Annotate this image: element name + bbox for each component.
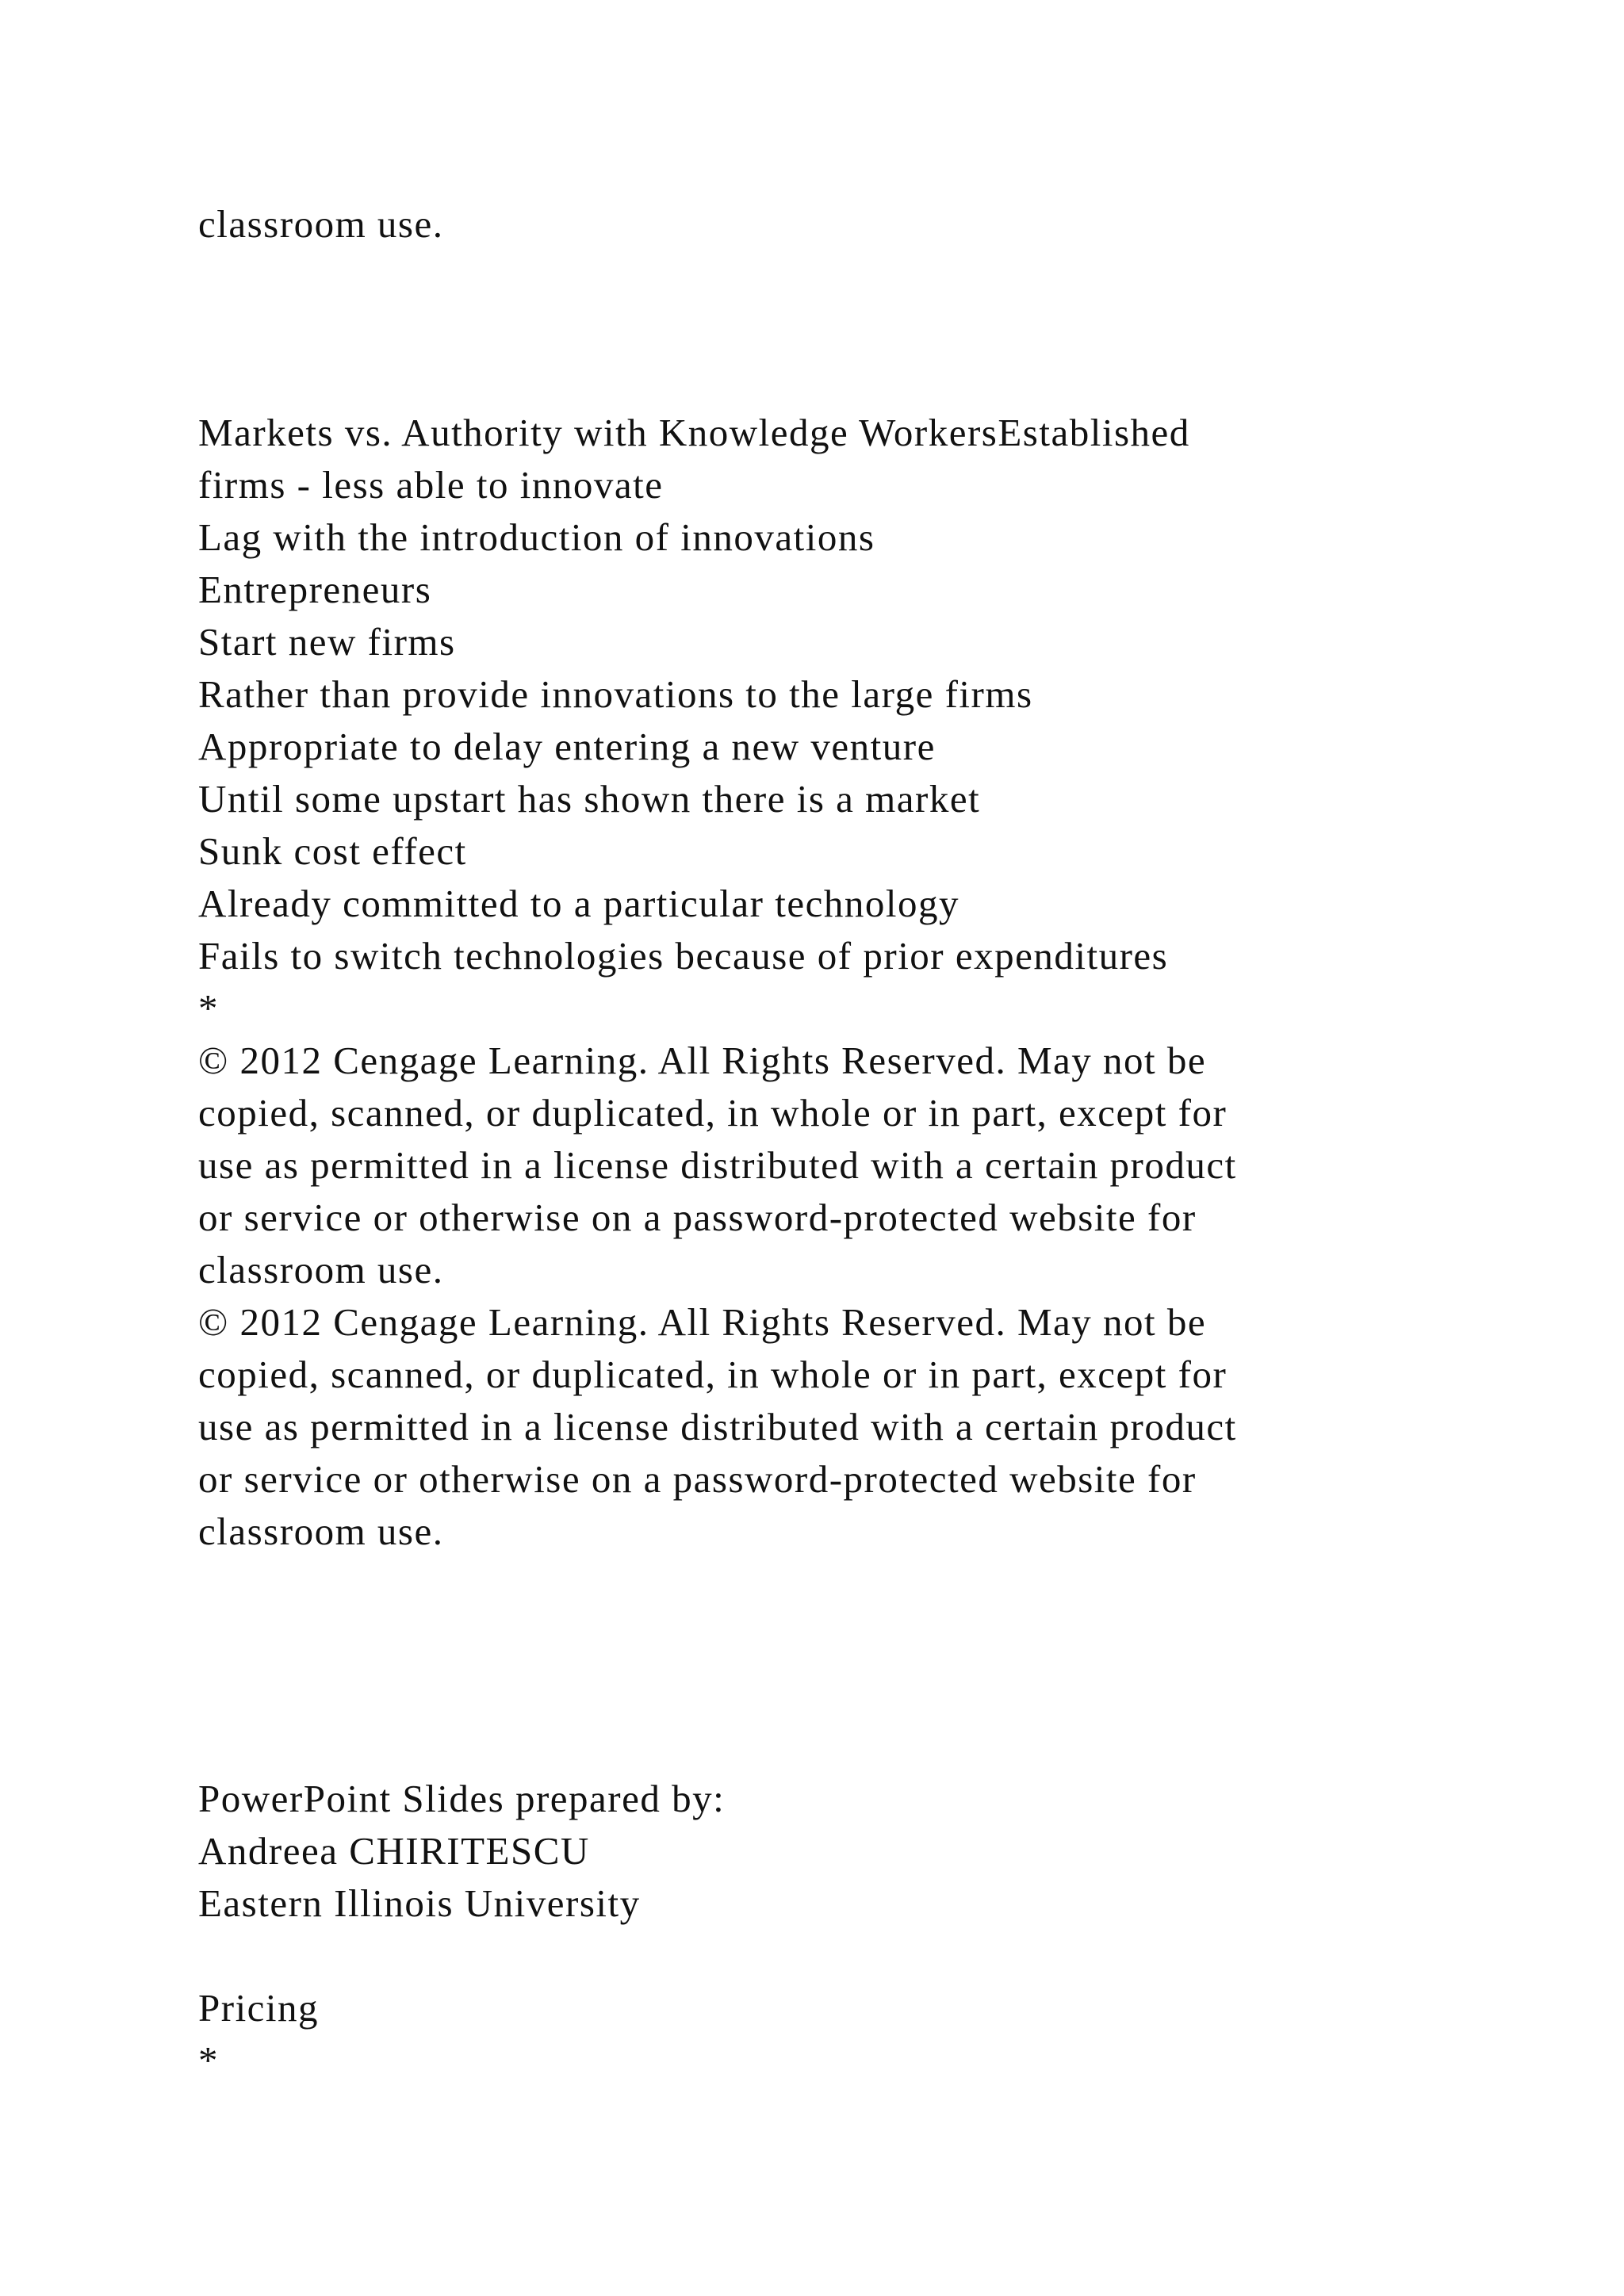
text-line: Markets vs. Authority with Knowledge WorkersEstablished (198, 411, 1190, 454)
copyright-line: classroom use. (198, 1248, 444, 1292)
credit-line: PowerPoint Slides prepared by: (198, 1777, 726, 1820)
text-line: * (198, 986, 219, 1030)
text-line: Already committed to a particular technology (198, 882, 959, 925)
copyright-line: use as permitted in a license distributed with a certain product (198, 1143, 1237, 1187)
top-text-block (198, 198, 1467, 251)
text-line: Appropriate to delay entering a new venture (198, 725, 936, 768)
text-line: classroom use. (198, 202, 444, 246)
blank-line (198, 1930, 1467, 1982)
text-line: Fails to switch technologies because of prior expenditures (198, 934, 1169, 978)
copyright-line: or service or otherwise on a password-protected website for (198, 1457, 1197, 1501)
copyright-line: copied, scanned, or duplicated, in whole or in part, except for (198, 1353, 1228, 1396)
credit-line: Eastern Illinois University (198, 1881, 641, 1925)
copyright-line: copied, scanned, or duplicated, in whole or in part, except for (198, 1091, 1228, 1135)
credit-line: * (198, 2038, 219, 2082)
text-line: Lag with the introduction of innovations (198, 515, 875, 559)
text-line: Entrepreneurs (198, 568, 432, 611)
credit-line: Pricing (198, 1986, 320, 2030)
main-text-block (198, 407, 1467, 1558)
text-line: firms - less able to innovate (198, 463, 664, 507)
text-line: Start new firms (198, 620, 456, 664)
copyright-line: classroom use. (198, 1510, 444, 1553)
copyright-line: use as permitted in a license distributed with a certain product (198, 1405, 1237, 1448)
text-line: Sunk cost effect (198, 829, 467, 873)
text-line: Rather than provide innovations to the large firms (198, 672, 1033, 716)
copyright-line: © 2012 Cengage Learning. All Rights Reserved. May not be (198, 1039, 1207, 1082)
copyright-line: © 2012 Cengage Learning. All Rights Reserved. May not be (198, 1300, 1207, 1344)
credit-line: Andreea CHIRITESCU (198, 1829, 590, 1873)
copyright-line: or service or otherwise on a password-protected website for (198, 1196, 1197, 1239)
text-line: Until some upstart has shown there is a market (198, 777, 981, 821)
credits-text-block (198, 1773, 1467, 2087)
